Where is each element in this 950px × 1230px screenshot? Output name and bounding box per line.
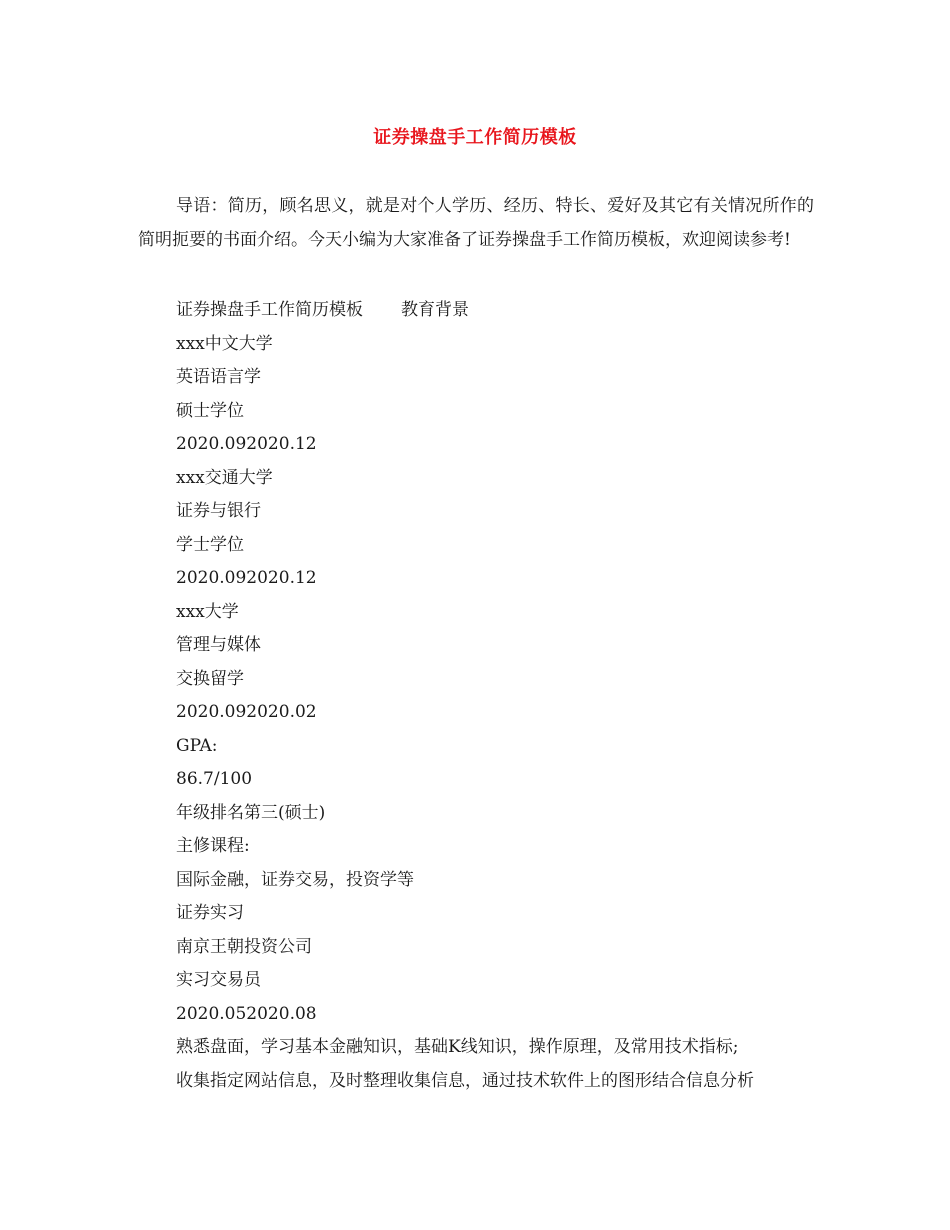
text-line: 2020.052020.08 <box>176 1003 317 1024</box>
text-line: GPA: <box>176 735 218 756</box>
template-heading: 证券操盘手工作简历模板 <box>176 300 363 320</box>
text-line: 主修课程: <box>176 836 250 856</box>
resume-body <box>176 294 826 1098</box>
text-line: 交换留学 <box>176 668 244 689</box>
text-line: 硕士学位 <box>176 400 244 421</box>
education-heading: 教育背景 <box>401 300 469 320</box>
text-line: 学士学位 <box>176 534 244 555</box>
text-line: 2020.092020.12 <box>176 568 317 588</box>
text-line: 英语语言学 <box>176 367 261 387</box>
text-line: 证券与银行 <box>176 501 261 521</box>
text-line: 熟悉盘面，学习基本金融知识，基础K线知识，操作原理，及常用技术指标; <box>176 1037 739 1057</box>
text-line: 收集指定网站信息，及时整理收集信息，通过技术软件上的图形结合信息分析 <box>176 1070 754 1091</box>
document-title: 证券操盘手工作简历模板 <box>373 127 577 148</box>
text-line: 证券实习 <box>176 903 244 923</box>
text-line: xxx中文大学 <box>176 333 273 354</box>
text-line: xxx交通大学 <box>176 467 273 488</box>
intro-paragraph: 导语：简历，顾名思义，就是对个人学历、经历、特长、爱好及其它有关情况所作的简明扼要的书面介绍。今天小编为大家准备了证券操盘手工作简历模板，欢迎阅读参考! <box>138 196 814 250</box>
section-heading-row <box>176 294 826 328</box>
text-line: 实习交易员 <box>176 970 261 990</box>
text-line: 南京王朝投资公司 <box>176 936 312 957</box>
text-line: 国际金融，证券交易，投资学等 <box>176 869 414 890</box>
text-line: 年级排名第三(硕士) <box>176 802 326 823</box>
text-line: 86.7/100 <box>176 769 253 789</box>
text-line: 管理与媒体 <box>176 635 261 655</box>
text-line: xxx大学 <box>176 601 239 622</box>
text-line: 2020.092020.02 <box>176 702 317 722</box>
text-line: 2020.092020.12 <box>176 434 317 454</box>
